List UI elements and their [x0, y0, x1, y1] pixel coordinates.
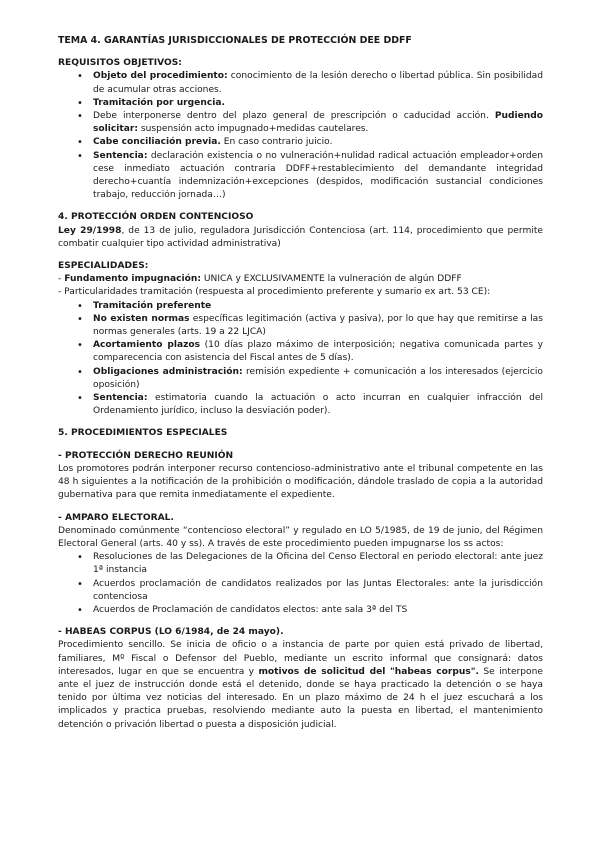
list-item: • Tramitación preferente — [58, 300, 543, 313]
list-item: • Acortamiento plazos (10 días plazo máximo de interposición; negativa comunicada partes y comparecencia con asistencia del Fiscal antes de 5 días). — [58, 339, 543, 365]
particularidades-list — [58, 300, 543, 419]
list-item: • Debe interponerse dentro del plazo general de prescripción o caducidad acción. Pudiendo solicitar: suspensión acto impugnado+medidas cautelares. — [58, 110, 543, 136]
contencioso-heading: 4. PROTECCIÓN ORDEN CONTENCIOSO — [58, 212, 254, 223]
list-item: • Sentencia: declaración existencia o no vulneración+nulidad radical actuación empleador+orden cese inmediato actuación contraria DDFF+restablecimiento del demandante integridad derecho+cuantía indemnización+excepciones (despidos, modificación sustancial condiciones trabajo, reducción jornada…) — [58, 150, 543, 203]
especiales-heading: 5. PROCEDIMIENTOS ESPECIALES — [58, 428, 228, 439]
document-title: TEMA 4. GARANTÍAS JURISDICCIONALES DE PROTECCIÓN DEE DDFF — [58, 35, 412, 46]
fundamento-line: - Fundamento impugnación: UNICA y EXCLUSIVAMENTE la vulneración de algún DDFF — [58, 274, 462, 285]
amparo-list — [58, 551, 543, 617]
document-page — [58, 34, 543, 732]
list-item: • Acuerdos de Proclamación de candidatos electos: ante sala 3ª del TS — [58, 604, 543, 617]
habeas-paragraph: Procedimiento sencillo. Se inicia de oficio o a instancia de parte por quien está privado de libertad, familiares, Mº Fiscal o Defensor del Pueblo, mediante un escrito informal que consignará: datos interesados, lugar en que se encuentra y motivos de solicitud del "habeas corpus". Se interpone ante el juez de instrucción donde está el detenido, donde se haya practicado la detención o se haya tenido por última vez noticias del interesado. En un plazo máximo de 24 h el juez escuchará a los implicados y practica pruebas, resolviendo mediante auto la puesta en libertad, el mantenimiento detención o privación libertad o puesta a disposición judicial. — [58, 640, 543, 730]
list-item: • Obligaciones administración: remisión expediente + comunicación a los interesados (ejercicio oposición) — [58, 366, 543, 392]
particularidades-line: - Particularidades tramitación (respuesta al procedimiento preferente y sumario ex art. 53 CE): — [58, 287, 491, 298]
list-item: • Resoluciones de las Delegaciones de la Oficina del Censo Electoral en periodo electoral: ante juez 1ª instancia — [58, 551, 543, 577]
amparo-heading: - AMPARO ELECTORAL. — [58, 512, 174, 523]
habeas-heading: - HABEAS CORPUS (LO 6/1984, de 24 mayo). — [58, 627, 284, 638]
amparo-paragraph: Denominado comúnmente “contencioso electoral” y regulado en LO 5/1985, de 19 de junio, del Régimen Electoral General (arts. 40 y ss). A través de este procedimiento pueden impugnarse los ss actos: — [58, 525, 543, 549]
list-item: • Tramitación por urgencia. — [58, 97, 543, 110]
reunion-heading: - PROTECCIÓN DERECHO REUNIÓN — [58, 450, 234, 461]
list-item: • Objeto del procedimiento: conocimiento de la lesión derecho o libertad pública. Sin posibilidad de acumular otras acciones. — [58, 70, 543, 96]
list-item: • Cabe conciliación previa. En caso contrario juicio. — [58, 136, 543, 149]
requisitos-list — [58, 70, 543, 202]
requisitos-heading: REQUISITOS OBJETIVOS: — [58, 58, 182, 69]
list-item: • No existen normas específicas legitimación (activa y pasiva), por lo que hay que remitirse a las normas generales (arts. 19 a 22 LJCA) — [58, 313, 543, 339]
especialidades-heading: ESPECIALIDADES: — [58, 261, 149, 272]
list-item: • Acuerdos proclamación de candidatos realizados por las Juntas Electorales: ante la jurisdicción contenciosa — [58, 578, 543, 604]
reunion-paragraph: Los promotores podrán interponer recurso contencioso-administrativo ante el tribunal competente en las 48 h siguientes a la notificación de la prohibición o modificación, dándole traslado de copia a la autoridad gubernativa para que remita inmediatamente el expediente. — [58, 463, 543, 501]
list-item: • Sentencia: estimatoria cuando la actuación o acto incurran en cualquier infracción del Ordenamiento jurídico, incluso la desviación poder). — [58, 392, 543, 418]
ley-paragraph: Ley 29/1998, de 13 de julio, reguladora Jurisdicción Contenciosa (art. 114, procedimiento que permite combatir cualquier tipo actividad administrativa) — [58, 225, 544, 249]
